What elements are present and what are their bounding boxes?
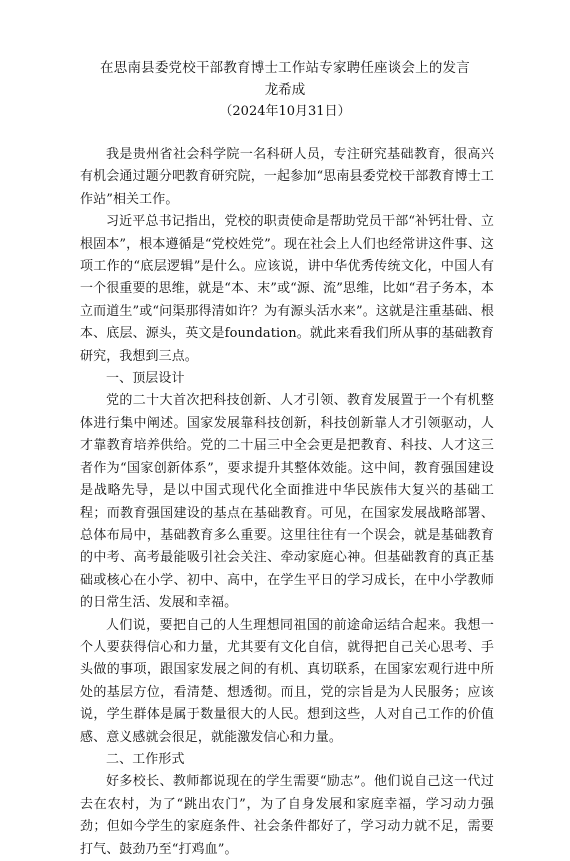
paragraph-motivation: 好多校长、教师都说现在的学生需要“励志”。他们说自己这一代过去在农村，为了“跳出农门”，为了自身发展和家庭幸福，学习动力强劲；但如今学生的家庭条件、社会条件都好了，学习动力就不足，需要打气、鼓劲乃至“打鸡血”。: [80, 774, 494, 857]
document-author: 龙希成: [264, 82, 306, 98]
section-heading-work-form: 二、工作形式: [106, 751, 185, 767]
document-date: （2024年10月31日）: [219, 104, 351, 119]
paragraph-party-school: 习近平总书记指出，党校的职责使命是帮助党员干部“补钙壮骨、立根固本”，根本遵循是“党校姓党”。现在社会上人们也经常讲这件事、这项工作的“底层逻辑”是什么。应该说，讲中华优秀传统文化，中国人有一个很重要的思维，就是“本、末”或“源、流”思维，比如“君子务本，本立而道生”或“问渠那得清如许？为有源头活水来”。这就是注重基础、根本、底层、源头，英文是foundation。就此来看我们所从事的基础教育研究，我想到三点。: [80, 214, 494, 364]
document-body: [80, 144, 494, 861]
document-title: 在思南县委党校干部教育博士工作站专家聘任座谈会上的发言: [100, 60, 470, 76]
section-heading-top-level-design: 一、顶层设计: [106, 371, 185, 387]
paragraph-strategy: 党的二十大首次把科技创新、人才引领、教育发展置于一个有机整体进行集中阐述。国家发展靠科技创新，科技创新靠人才引领驱动，人才靠教育培养供给。党的二十届三中全会更是把教育、科技、人才这三者作为“国家创新体系”，要求提升其整体效能。这中间，教育强国建设是战略先导，是以中国式现代化全面推进中华民族伟大复兴的基础工程；而教育强国建设的基点在基础教育。可见，在国家发展战略部署、总体布局中，基础教育多么重要。这里往往有一个误会，就是基础教育的中考、高考最能吸引社会关注、牵动家庭心神。但基础教育的真正基础或核心在小学、初中、高中，在学生平日的学习成长，在中小学教师的日常生活、发展和幸福。: [80, 393, 494, 611]
paragraph-intro: 我是贵州省社会科学院一名科研人员，专注研究基础教育，很高兴有机会通过题分吧教育研究院，一起参加“思南县委党校干部教育博士工作站”相关工作。: [80, 147, 494, 207]
paragraph-confidence: 人们说，要把自己的人生理想同祖国的前途命运结合起来。我想一个人要获得信心和力量，尤其要有文化自信，就得把自己关心思考、手头做的事项，跟国家发展之间的有机、真切联系，在国家宏观行进中所处的基层方位，看清楚、想透彻。而且，党的宗旨是为人民服务；应该说，学生群体是属于数量很大的人民。想到这些，人对自己工作的价值感、意义感就会很足，就能激发信心和力量。: [80, 617, 494, 745]
